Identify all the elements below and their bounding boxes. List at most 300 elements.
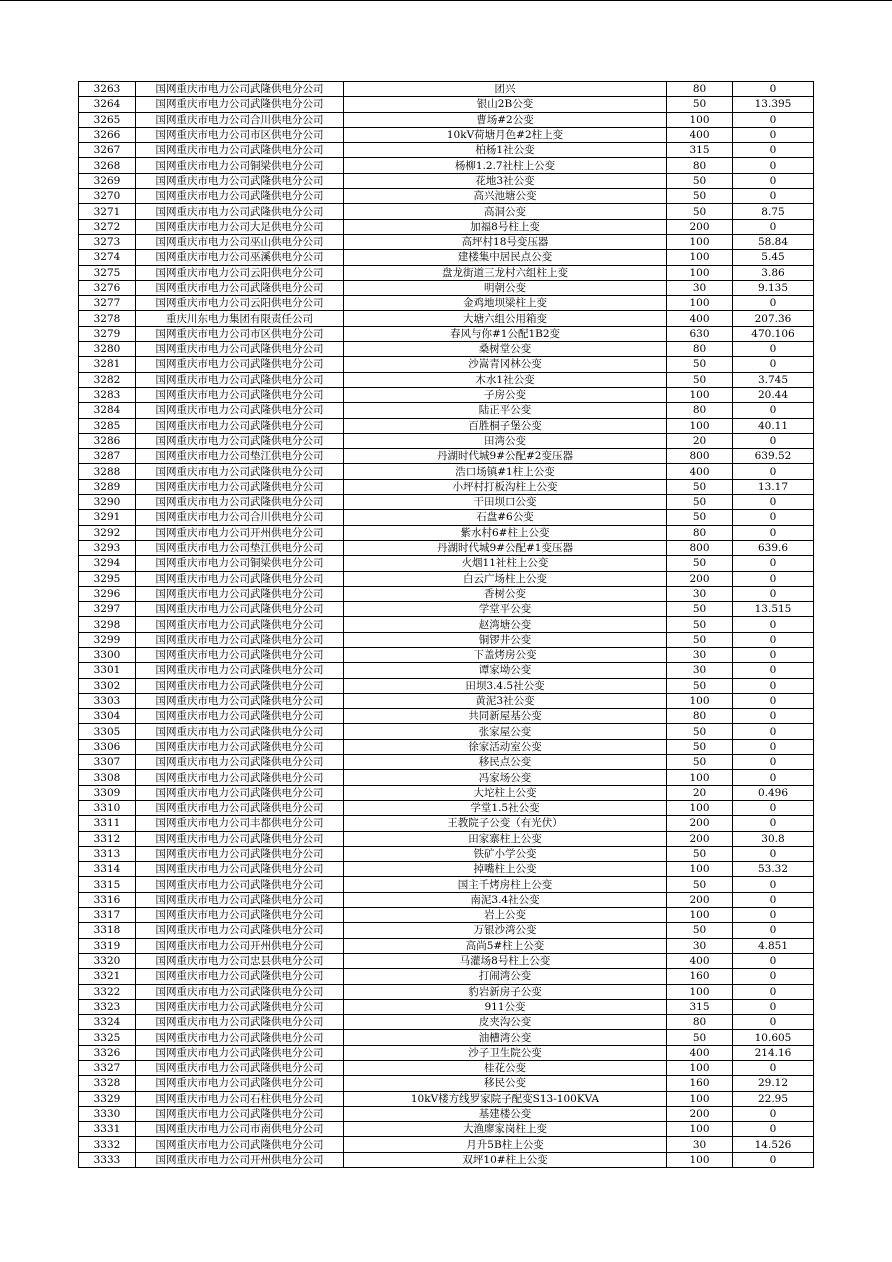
row-index-cell: 3274 [79,250,136,265]
capacity-cell: 400 [667,311,733,326]
value-cell: 13.17 [733,479,814,494]
company-name-cell: 国网重庆市电力公司武隆供电分公司 [136,755,344,770]
table-row [79,387,814,402]
table-row [79,739,814,754]
row-index-cell: 3290 [79,495,136,510]
company-name-cell: 国网重庆市电力公司丰都供电分公司 [136,816,344,831]
table-row [79,403,814,418]
company-name-cell: 国网重庆市电力公司武隆供电分公司 [136,479,344,494]
capacity-cell: 80 [667,709,733,724]
table-row [79,1122,814,1137]
value-cell: 0 [733,296,814,311]
capacity-cell: 100 [667,984,733,999]
table-row [79,1015,814,1030]
transformer-name-cell: 学堂平公变 [344,602,667,617]
transformer-name-cell: 柏杨1社公变 [344,143,667,158]
table-row [79,418,814,433]
company-name-cell: 国网重庆市电力公司武隆供电分公司 [136,632,344,647]
value-cell: 0 [733,923,814,938]
table-row [79,632,814,647]
company-name-cell: 国网重庆市电力公司武隆供电分公司 [136,663,344,678]
transformer-name-cell: 万银沙湾公变 [344,923,667,938]
transformer-name-cell: 高兴池塘公变 [344,189,667,204]
company-name-cell: 国网重庆市电力公司开州供电分公司 [136,938,344,953]
capacity-cell: 30 [667,938,733,953]
capacity-cell: 50 [667,357,733,372]
row-index-cell: 3279 [79,326,136,341]
transformer-name-cell: 沙嵩青冈林公变 [344,357,667,372]
value-cell: 0 [733,158,814,173]
capacity-cell: 50 [667,173,733,188]
row-index-cell: 3287 [79,449,136,464]
company-name-cell: 国网重庆市电力公司武隆供电分公司 [136,724,344,739]
value-cell: 3.745 [733,372,814,387]
row-index-cell: 3327 [79,1061,136,1076]
table-row [79,449,814,464]
transformer-name-cell: 金鸡地坝梁柱上变 [344,296,667,311]
value-cell: 0 [733,342,814,357]
capacity-cell: 30 [667,280,733,295]
table-row [79,82,814,97]
table-row [79,234,814,249]
transformer-name-cell: 徐家活动室公变 [344,739,667,754]
table-row [79,296,814,311]
row-index-cell: 3275 [79,265,136,280]
capacity-cell: 30 [667,647,733,662]
table-row [79,326,814,341]
transformer-name-cell: 田湾公变 [344,433,667,448]
capacity-cell: 50 [667,204,733,219]
transformer-name-cell: 干田坝口公变 [344,495,667,510]
value-cell: 5.45 [733,250,814,265]
transformer-name-cell: 张家屋公变 [344,724,667,739]
value-cell: 53.32 [733,862,814,877]
table-row [79,525,814,540]
value-cell: 30.8 [733,831,814,846]
transformer-name-cell: 打闹湾公变 [344,969,667,984]
table-row [79,158,814,173]
capacity-cell: 80 [667,158,733,173]
row-index-cell: 3302 [79,678,136,693]
capacity-cell: 200 [667,571,733,586]
capacity-cell: 160 [667,969,733,984]
company-name-cell: 国网重庆市电力公司武隆供电分公司 [136,433,344,448]
table-row [79,678,814,693]
capacity-cell: 80 [667,525,733,540]
transformer-name-cell: 香树公变 [344,586,667,601]
table-row [79,127,814,142]
row-index-cell: 3331 [79,1122,136,1137]
company-name-cell: 国网重庆市电力公司武隆供电分公司 [136,862,344,877]
capacity-cell: 160 [667,1076,733,1091]
value-cell: 0 [733,739,814,754]
row-index-cell: 3332 [79,1137,136,1152]
row-index-cell: 3316 [79,892,136,907]
company-name-cell: 国网重庆市电力公司巫山供电分公司 [136,234,344,249]
company-name-cell: 国网重庆市电力公司开州供电分公司 [136,1152,344,1167]
value-cell: 0 [733,357,814,372]
company-name-cell: 国网重庆市电力公司合川供电分公司 [136,112,344,127]
capacity-cell: 200 [667,892,733,907]
company-name-cell: 国网重庆市电力公司武隆供电分公司 [136,846,344,861]
transformer-name-cell: 加福8号柱上变 [344,219,667,234]
table-row [79,433,814,448]
transformer-name-cell: 高洞公变 [344,204,667,219]
table-row [79,831,814,846]
row-index-cell: 3328 [79,1076,136,1091]
transformer-name-cell: 小坪村打板沟柱上公变 [344,479,667,494]
value-cell: 0 [733,969,814,984]
row-index-cell: 3322 [79,984,136,999]
row-index-cell: 3309 [79,785,136,800]
company-name-cell: 国网重庆市电力公司武隆供电分公司 [136,877,344,892]
row-index-cell: 3284 [79,403,136,418]
capacity-cell: 20 [667,785,733,800]
company-name-cell: 国网重庆市电力公司武隆供电分公司 [136,602,344,617]
page-top-border [0,0,892,1]
table-row [79,892,814,907]
capacity-cell: 50 [667,724,733,739]
capacity-cell: 30 [667,586,733,601]
company-name-cell: 国网重庆市电力公司武隆供电分公司 [136,678,344,693]
company-name-cell: 国网重庆市电力公司武隆供电分公司 [136,189,344,204]
row-index-cell: 3297 [79,602,136,617]
capacity-cell: 50 [667,846,733,861]
value-cell: 13.515 [733,602,814,617]
company-name-cell: 国网重庆市电力公司大足供电分公司 [136,219,344,234]
row-index-cell: 3292 [79,525,136,540]
transformer-name-cell: 沙子卫生院公变 [344,1045,667,1060]
value-cell: 29.12 [733,1076,814,1091]
transformer-name-cell: 浩口场镇#1柱上公变 [344,464,667,479]
company-name-cell: 国网重庆市电力公司武隆供电分公司 [136,923,344,938]
table-row [79,112,814,127]
value-cell: 0 [733,495,814,510]
capacity-cell: 100 [667,1091,733,1106]
value-cell: 10.605 [733,1030,814,1045]
row-index-cell: 3298 [79,617,136,632]
table-row [79,647,814,662]
company-name-cell: 国网重庆市电力公司武隆供电分公司 [136,1015,344,1030]
transformer-name-cell: 田家寨柱上公变 [344,831,667,846]
value-cell: 0 [733,571,814,586]
table-row [79,280,814,295]
table-row [79,265,814,280]
row-index-cell: 3277 [79,296,136,311]
row-index-cell: 3305 [79,724,136,739]
value-cell: 0 [733,189,814,204]
value-cell: 214.16 [733,1045,814,1060]
capacity-cell: 100 [667,693,733,708]
capacity-cell: 200 [667,816,733,831]
company-name-cell: 国网重庆市电力公司武隆供电分公司 [136,387,344,402]
transformer-name-cell: 学堂1.5社公变 [344,800,667,815]
transformer-name-cell: 石盘#6公变 [344,510,667,525]
row-index-cell: 3295 [79,571,136,586]
table-row [79,495,814,510]
capacity-cell: 100 [667,265,733,280]
capacity-cell: 400 [667,464,733,479]
row-index-cell: 3268 [79,158,136,173]
value-cell: 0 [733,724,814,739]
company-name-cell: 国网重庆市电力公司武隆供电分公司 [136,495,344,510]
transformer-name-cell: 共同新屋基公变 [344,709,667,724]
transformer-name-cell: 高尚5#柱上公变 [344,938,667,953]
capacity-cell: 80 [667,1015,733,1030]
table-row [79,342,814,357]
capacity-cell: 400 [667,127,733,142]
row-index-cell: 3271 [79,204,136,219]
company-name-cell: 国网重庆市电力公司武隆供电分公司 [136,280,344,295]
transformer-name-cell: 铁矿小学公变 [344,846,667,861]
capacity-cell: 100 [667,1122,733,1137]
value-cell: 20.44 [733,387,814,402]
company-name-cell: 国网重庆市电力公司武隆供电分公司 [136,143,344,158]
transformer-name-cell: 岩上公变 [344,908,667,923]
capacity-cell: 100 [667,234,733,249]
capacity-cell: 50 [667,1030,733,1045]
company-name-cell: 国网重庆市电力公司忠县供电分公司 [136,953,344,968]
capacity-cell: 315 [667,999,733,1014]
row-index-cell: 3303 [79,693,136,708]
value-cell: 0 [733,953,814,968]
value-cell: 0 [733,433,814,448]
table-row [79,357,814,372]
transformer-name-cell: 花地3社公变 [344,173,667,188]
value-cell: 0 [733,1061,814,1076]
row-index-cell: 3321 [79,969,136,984]
company-name-cell: 国网重庆市电力公司武隆供电分公司 [136,464,344,479]
row-index-cell: 3272 [79,219,136,234]
value-cell: 0 [733,556,814,571]
value-cell: 0 [733,663,814,678]
table-row [79,204,814,219]
table-row [79,556,814,571]
company-name-cell: 国网重庆市电力公司市南供电分公司 [136,1122,344,1137]
capacity-cell: 100 [667,1152,733,1167]
transformer-name-cell: 移民点公变 [344,755,667,770]
capacity-cell: 200 [667,1106,733,1121]
row-index-cell: 3324 [79,1015,136,1030]
company-name-cell: 国网重庆市电力公司武隆供电分公司 [136,342,344,357]
transformer-name-cell: 南泥3.4社公变 [344,892,667,907]
value-cell: 0 [733,892,814,907]
row-index-cell: 3312 [79,831,136,846]
transformer-name-cell: 银山2B公变 [344,97,667,112]
row-index-cell: 3304 [79,709,136,724]
capacity-cell: 30 [667,1137,733,1152]
row-index-cell: 3333 [79,1152,136,1167]
table-row [79,189,814,204]
transformer-name-cell: 田坝3.4.5社公变 [344,678,667,693]
table-row [79,540,814,555]
row-index-cell: 3315 [79,877,136,892]
value-cell: 0 [733,709,814,724]
table-row [79,464,814,479]
transformer-name-cell: 团兴 [344,82,667,97]
table-row [79,877,814,892]
transformer-name-cell: 丹湖时代城9#公配#2变压器 [344,449,667,464]
row-index-cell: 3325 [79,1030,136,1045]
table-row [79,846,814,861]
company-name-cell: 国网重庆市电力公司武隆供电分公司 [136,403,344,418]
table-row [79,372,814,387]
value-cell: 0 [733,1122,814,1137]
transformer-name-cell: 丹湖时代城9#公配#1变压器 [344,540,667,555]
value-cell: 0 [733,510,814,525]
table-row [79,709,814,724]
capacity-cell: 100 [667,1061,733,1076]
table-row [79,999,814,1014]
table-body [79,82,814,1168]
row-index-cell: 3301 [79,663,136,678]
company-name-cell: 国网重庆市电力公司开州供电分公司 [136,525,344,540]
table-row [79,1045,814,1060]
transformer-name-cell: 皮夹沟公变 [344,1015,667,1030]
row-index-cell: 3273 [79,234,136,249]
table-row [79,1137,814,1152]
value-cell: 0 [733,464,814,479]
company-name-cell: 国网重庆市电力公司武隆供电分公司 [136,969,344,984]
value-cell: 0 [733,403,814,418]
value-cell: 0 [733,1015,814,1030]
capacity-cell: 100 [667,800,733,815]
capacity-cell: 50 [667,617,733,632]
row-index-cell: 3282 [79,372,136,387]
value-cell: 0 [733,755,814,770]
transformer-name-cell: 移民公变 [344,1076,667,1091]
table-row [79,586,814,601]
value-cell: 0 [733,647,814,662]
row-index-cell: 3270 [79,189,136,204]
row-index-cell: 3269 [79,173,136,188]
table-row [79,479,814,494]
value-cell: 639.52 [733,449,814,464]
company-name-cell: 国网重庆市电力公司武隆供电分公司 [136,173,344,188]
company-name-cell: 国网重庆市电力公司武隆供电分公司 [136,1045,344,1060]
company-name-cell: 国网重庆市电力公司武隆供电分公司 [136,1137,344,1152]
company-name-cell: 国网重庆市电力公司武隆供电分公司 [136,617,344,632]
value-cell: 0 [733,173,814,188]
company-name-cell: 国网重庆市电力公司武隆供电分公司 [136,693,344,708]
capacity-cell: 50 [667,678,733,693]
capacity-cell: 100 [667,418,733,433]
company-name-cell: 国网重庆市电力公司武隆供电分公司 [136,204,344,219]
company-name-cell: 国网重庆市电力公司武隆供电分公司 [136,892,344,907]
company-name-cell: 国网重庆市电力公司武隆供电分公司 [136,1030,344,1045]
transformer-name-cell: 马灌场8号柱上公变 [344,953,667,968]
row-index-cell: 3308 [79,770,136,785]
company-name-cell: 国网重庆市电力公司市区供电分公司 [136,326,344,341]
table-row [79,938,814,953]
table-row [79,143,814,158]
table-row [79,1091,814,1106]
value-cell: 0 [733,219,814,234]
capacity-cell: 50 [667,97,733,112]
row-index-cell: 3311 [79,816,136,831]
value-cell: 8.75 [733,204,814,219]
row-index-cell: 3276 [79,280,136,295]
table-row [79,862,814,877]
company-name-cell: 国网重庆市电力公司垫江供电分公司 [136,540,344,555]
transformer-name-cell: 火烟11社柱上公变 [344,556,667,571]
transformer-name-cell: 子房公变 [344,387,667,402]
company-name-cell: 国网重庆市电力公司巫溪供电分公司 [136,250,344,265]
capacity-cell: 200 [667,219,733,234]
value-cell: 0 [733,112,814,127]
company-name-cell: 国网重庆市电力公司武隆供电分公司 [136,1106,344,1121]
value-cell: 207.36 [733,311,814,326]
table-row [79,97,814,112]
table-row [79,724,814,739]
row-index-cell: 3318 [79,923,136,938]
value-cell: 0 [733,816,814,831]
table-row [79,785,814,800]
value-cell: 0 [733,999,814,1014]
value-cell: 0 [733,770,814,785]
capacity-cell: 100 [667,387,733,402]
transformer-name-cell: 曹场#2公变 [344,112,667,127]
capacity-cell: 30 [667,663,733,678]
value-cell: 0 [733,82,814,97]
table-row [79,755,814,770]
table-row [79,923,814,938]
capacity-cell: 400 [667,953,733,968]
row-index-cell: 3280 [79,342,136,357]
value-cell: 0 [733,617,814,632]
transformer-name-cell: 木水1社公变 [344,372,667,387]
company-name-cell: 国网重庆市电力公司武隆供电分公司 [136,739,344,754]
transformer-name-cell: 赵湾塘公变 [344,617,667,632]
row-index-cell: 3285 [79,418,136,433]
value-cell: 0 [733,877,814,892]
transformer-name-cell: 杨柳1.2.7社柱上公变 [344,158,667,173]
value-cell: 0 [733,693,814,708]
table-row [79,311,814,326]
value-cell: 470.106 [733,326,814,341]
company-name-cell: 国网重庆市电力公司垫江供电分公司 [136,449,344,464]
transformer-name-cell: 油槽湾公变 [344,1030,667,1045]
table-row [79,250,814,265]
company-name-cell: 国网重庆市电力公司市区供电分公司 [136,127,344,142]
value-cell: 0 [733,800,814,815]
capacity-cell: 100 [667,770,733,785]
transformer-name-cell: 大坨柱上公变 [344,785,667,800]
transformer-name-cell: 建楼集中居民点公变 [344,250,667,265]
row-index-cell: 3288 [79,464,136,479]
capacity-cell: 50 [667,602,733,617]
table-row [79,1061,814,1076]
row-index-cell: 3317 [79,908,136,923]
row-index-cell: 3300 [79,647,136,662]
row-index-cell: 3283 [79,387,136,402]
row-index-cell: 3291 [79,510,136,525]
row-index-cell: 3307 [79,755,136,770]
table-row [79,173,814,188]
transformer-name-cell: 桂花公变 [344,1061,667,1076]
row-index-cell: 3294 [79,556,136,571]
table-row [79,510,814,525]
capacity-cell: 315 [667,143,733,158]
row-index-cell: 3263 [79,82,136,97]
row-index-cell: 3299 [79,632,136,647]
capacity-cell: 50 [667,372,733,387]
value-cell: 0 [733,1106,814,1121]
table-row [79,800,814,815]
capacity-cell: 100 [667,112,733,127]
transformer-table [78,81,814,1168]
table-row [79,770,814,785]
